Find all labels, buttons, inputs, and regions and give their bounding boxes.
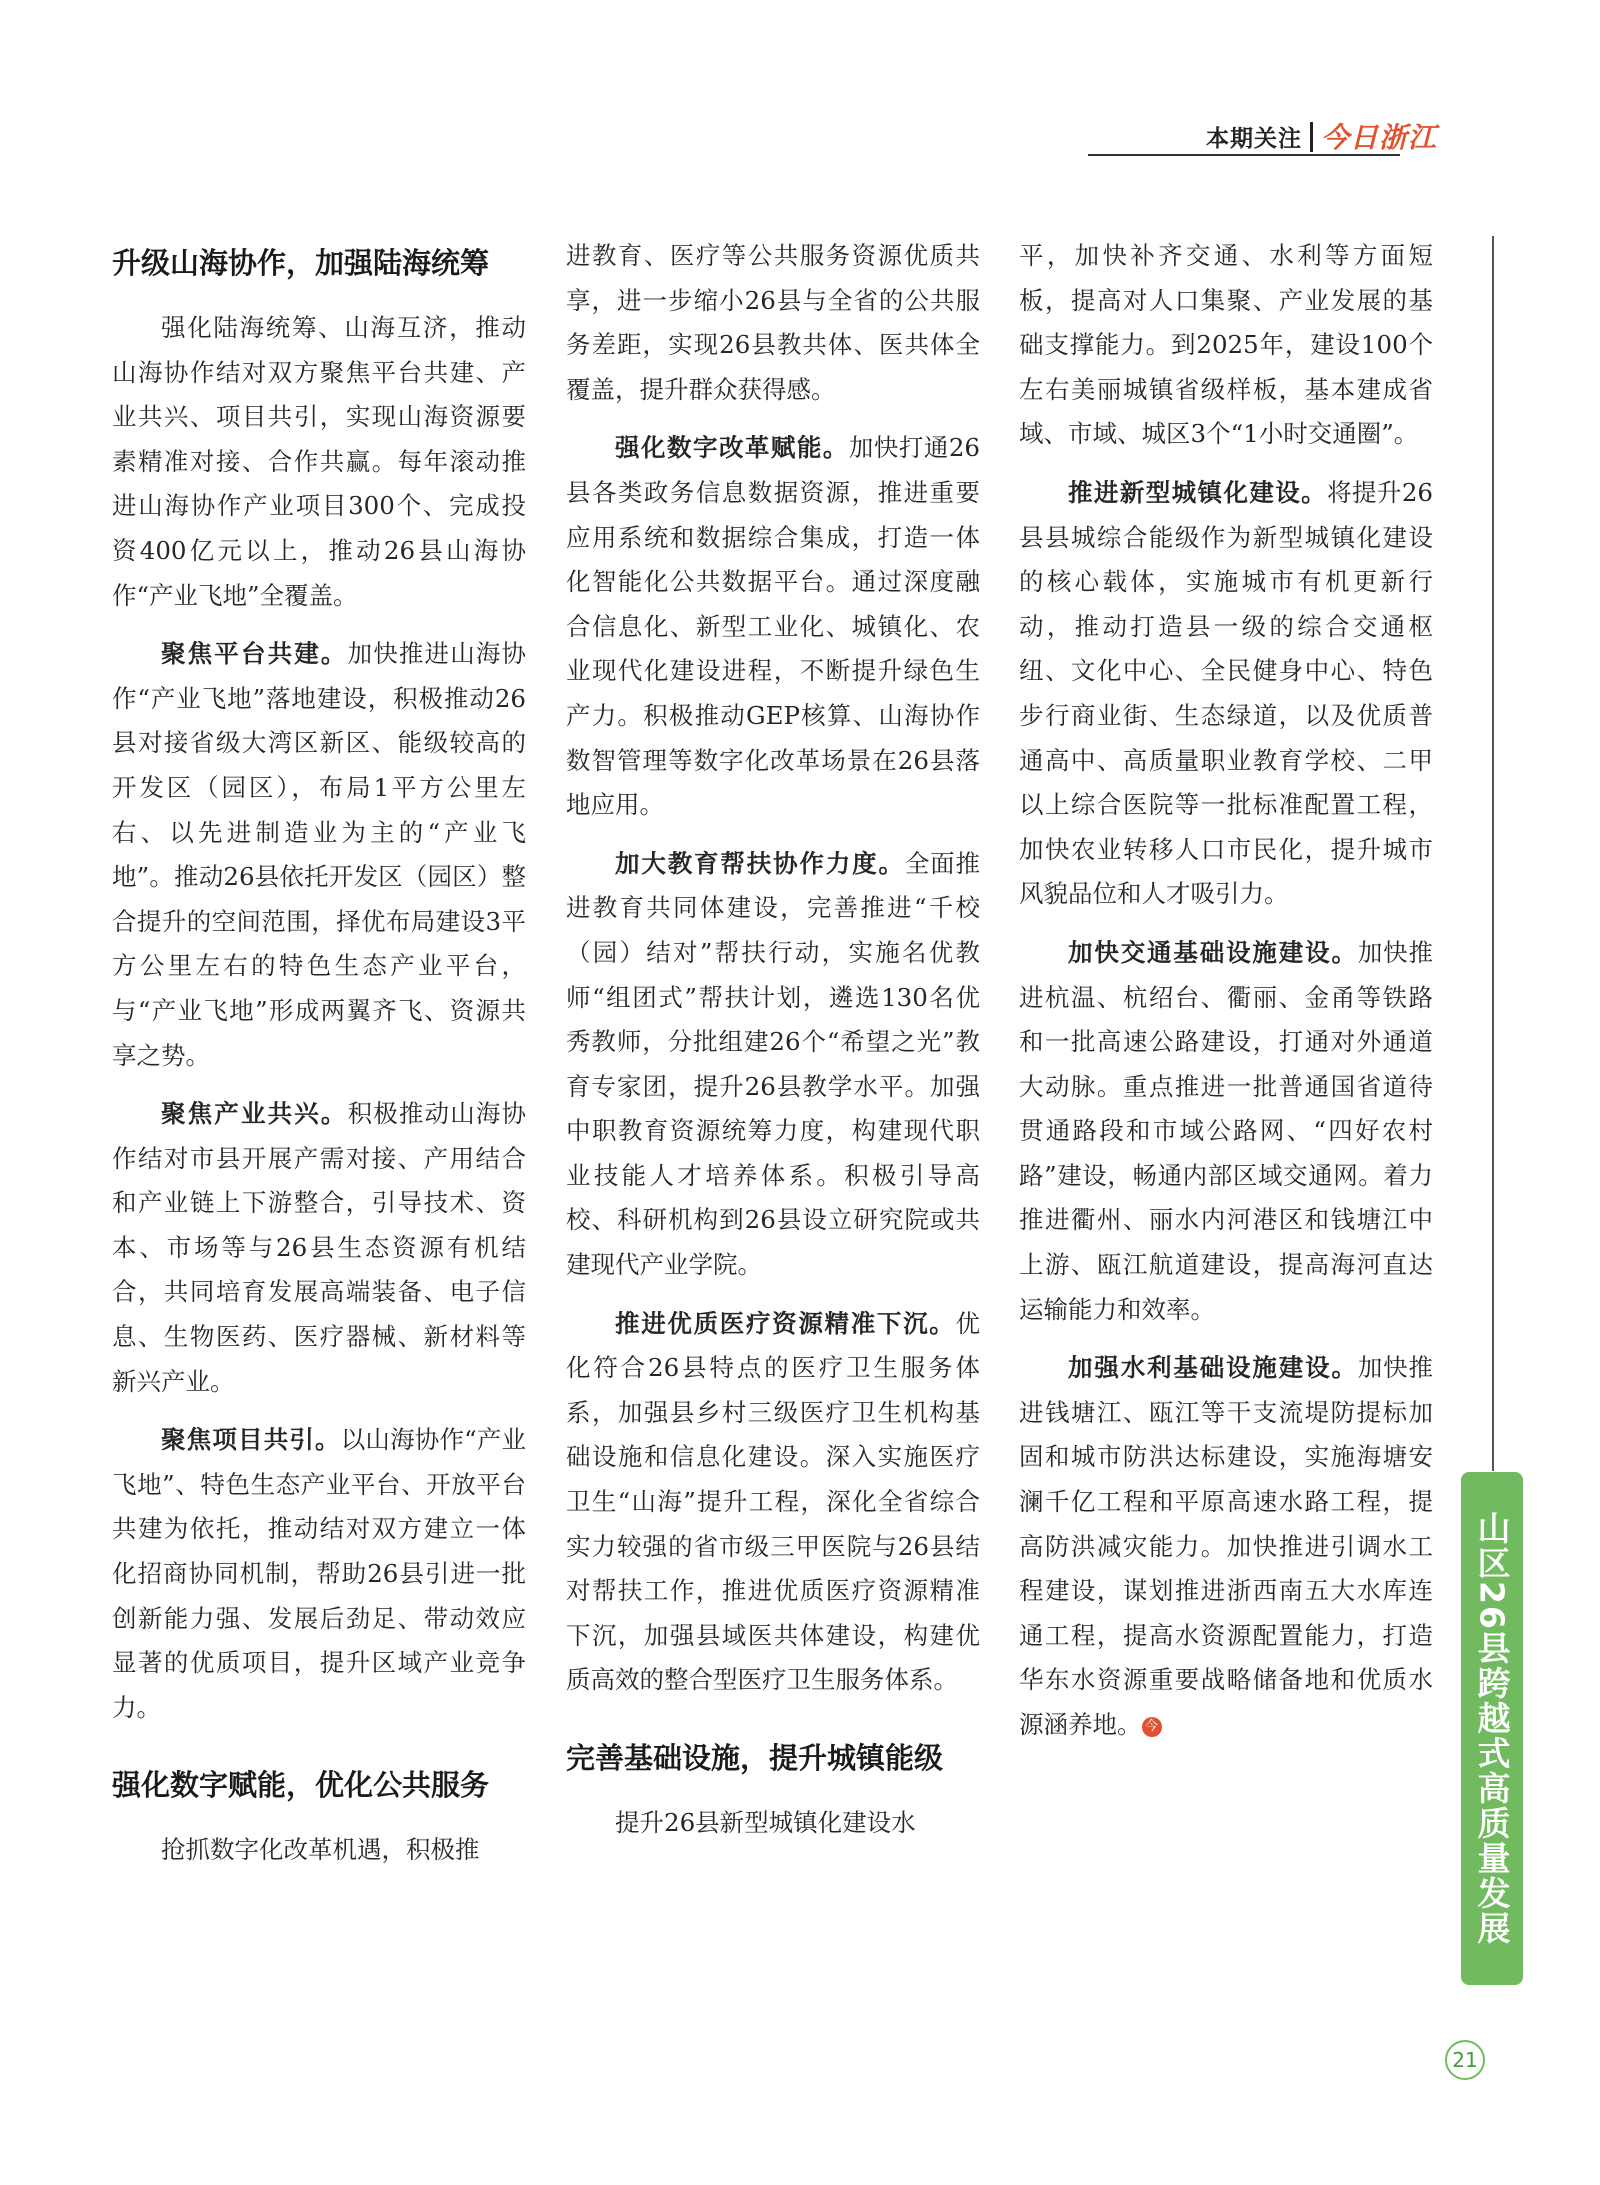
paragraph-lead: 加快交通基础设施建设。 [1068, 937, 1358, 967]
paragraph [1019, 1346, 1433, 1747]
paragraph-body: 优化符合26县特点的医疗卫生服务体系，加强县乡村三级医疗卫生机构基础设施和信息化建设。深入实施医疗卫生“山海”提升工程，深化全省综合实力较强的省市级三甲医院与26县结对帮扶工作，推进优质医疗资源精准下沉，加强县域医共体建设，构建优质高效的整合型医疗卫生服务体系。 [566, 1308, 980, 1695]
paragraph [112, 1092, 526, 1404]
column-2 [566, 234, 980, 1846]
column-1 [112, 234, 526, 1873]
section-heading: 完善基础设施，提升城镇能级 [566, 1741, 944, 1775]
paragraph-lead: 推进优质医疗资源精准下沉。 [615, 1308, 956, 1338]
paragraph: 平，加快补齐交通、水利等方面短板，提高对人口集聚、产业发展的基础支撑能力。到2025年，建设100个左右美丽城镇省级样板，基本建成省域、市域、城区3个“1小时交通圈”。 [1019, 241, 1433, 449]
paragraph [112, 632, 526, 1078]
page-number: 21 [1445, 2040, 1485, 2080]
header-separator [1310, 122, 1313, 152]
paragraph [1019, 931, 1433, 1332]
paragraph [1019, 471, 1433, 917]
paragraph [566, 426, 980, 827]
paragraph-body: 积极推动山海协作结对市县开展产需对接、产用结合和产业链上下游整合，引导技术、资本、市场等与26县生态资源有机结合，共同培育发展高端装备、电子信息、生物医药、医疗器械、新材料等新兴产业。 [112, 1099, 527, 1396]
paragraph-body: 加快推进杭温、杭绍台、衢丽、金甬等铁路和一批高速公路建设，打通对外通道大动脉。重点推进一批普通国省道待贯通路段和市域公路网、“四好农村路”建设，畅通内部区域交通网。着力推进衢州、丽水内河港区和钱塘江中上游、瓯江航道建设，提高海河直达运输能力和效率。 [1019, 937, 1434, 1324]
paragraph-lead: 聚焦产业共兴。 [161, 1099, 348, 1129]
section-label: 本期关注 [1206, 126, 1302, 152]
page-header [1088, 118, 1448, 158]
paragraph: 抢抓数字化改革机遇，积极推 [161, 1835, 480, 1865]
paragraph-lead: 推进新型城镇化建设。 [1068, 477, 1328, 507]
paragraph-lead: 加强水利基础设施建设。 [1068, 1353, 1358, 1383]
side-topic-tab: 山区26县跨越式高质量发展 [1461, 1472, 1523, 1985]
paragraph-body: 以山海协作“产业飞地”、特色生态产业平台、开放平台共建为依托，推动结对双方建立一体化招商协同机制，帮助26县引进一批创新能力强、发展后劲足、带动效应显著的优质项目，提升区域产业竞争力。 [112, 1425, 526, 1722]
section-heading: 强化数字赋能，优化公共服务 [112, 1768, 490, 1803]
section-heading: 升级山海协作，加强陆海统筹 [112, 246, 490, 280]
paragraph [112, 1418, 526, 1730]
side-rule [1492, 236, 1494, 1471]
paragraph: 提升26县新型城镇化建设水 [615, 1808, 916, 1837]
paragraph-body: 加快推进钱塘江、瓯江等干支流堤防提标加固和城市防洪达标建设，实施海塘安澜千亿工程和平原高速水路工程，提高防洪减灾能力。加快推进引调水工程建设，谋划推进浙西南五大水库连通工程，提高水资源配置能力，打造华东水资源重要战略储备地和优质水源涵养地。 [1019, 1353, 1434, 1739]
paragraph-body: 全面推进教育共同体建设，完善推进“千校（园）结对”帮扶行动，实施名优教师“组团式”帮扶计划，遴选130名优秀教师，分批组建26个“希望之光”教育专家团，提升26县教学水平。加强中职教育资源统筹力度，构建现代职业技能人才培养体系。积极引导高校、科研机构到26县设立研究院或共建现代产业学院。 [566, 848, 981, 1280]
column-3 [1019, 234, 1433, 1748]
paragraph-body: 将提升26县县城综合能级作为新型城镇化建设的核心载体，实施城市有机更新行动，推动打造县一级的综合交通枢纽、文化中心、全民健身中心、特色步行商业街、生态绿道，以及优质普通高中、高质量职业教育学校、二甲以上综合医院等一批标准配置工程，加快农业转移人口市民化，提升城市风貌品位和人才吸引力。 [1019, 477, 1433, 909]
paragraph: 强化陆海统筹、山海互济，推动山海协作结对双方聚焦平台共建、产业共兴、项目共引，实现山海资源要素精准对接、合作共赢。每年滚动推进山海协作产业项目300个、完成投资400亿元以上，推动26县山海协作“产业飞地”全覆盖。 [112, 313, 526, 610]
magazine-logo: 今日浙江 [1321, 121, 1438, 154]
end-mark-icon: 今 [1142, 1717, 1162, 1737]
paragraph [566, 1302, 980, 1703]
paragraph-lead: 强化数字改革赋能。 [615, 433, 849, 463]
paragraph-lead: 聚焦项目共引。 [161, 1425, 341, 1455]
paragraph [566, 842, 980, 1288]
paragraph-body: 加快推进山海协作“产业飞地”落地建设，积极推动26县对接省级大湾区新区、能级较高的开发区（园区），布局1平方公里左右、以先进制造业为主的“产业飞地”。推动26县依托开发区（园区）整合提升的空间范围，择优布局建设3平方公里左右的特色生态产业平台，与“产业飞地”形成两翼齐飞、资源共享之势。 [112, 639, 527, 1070]
paragraph-lead: 聚焦平台共建。 [161, 639, 348, 669]
paragraph: 进教育、医疗等公共服务资源优质共享，进一步缩小26县与全省的公共服务差距，实现26县教共体、医共体全覆盖，提升群众获得感。 [566, 241, 980, 404]
paragraph-body: 加快打通26县各类政务信息数据资源，推进重要应用系统和数据综合集成，打造一体化智能化公共数据平台。通过深度融合信息化、新型工业化、城镇化、农业现代化建设进程，不断提升绿色生产力。积极推动GEP核算、山海协作数智管理等数字化改革场景在26县落地应用。 [566, 433, 980, 820]
paragraph-lead: 加大教育帮扶协作力度。 [615, 848, 905, 878]
